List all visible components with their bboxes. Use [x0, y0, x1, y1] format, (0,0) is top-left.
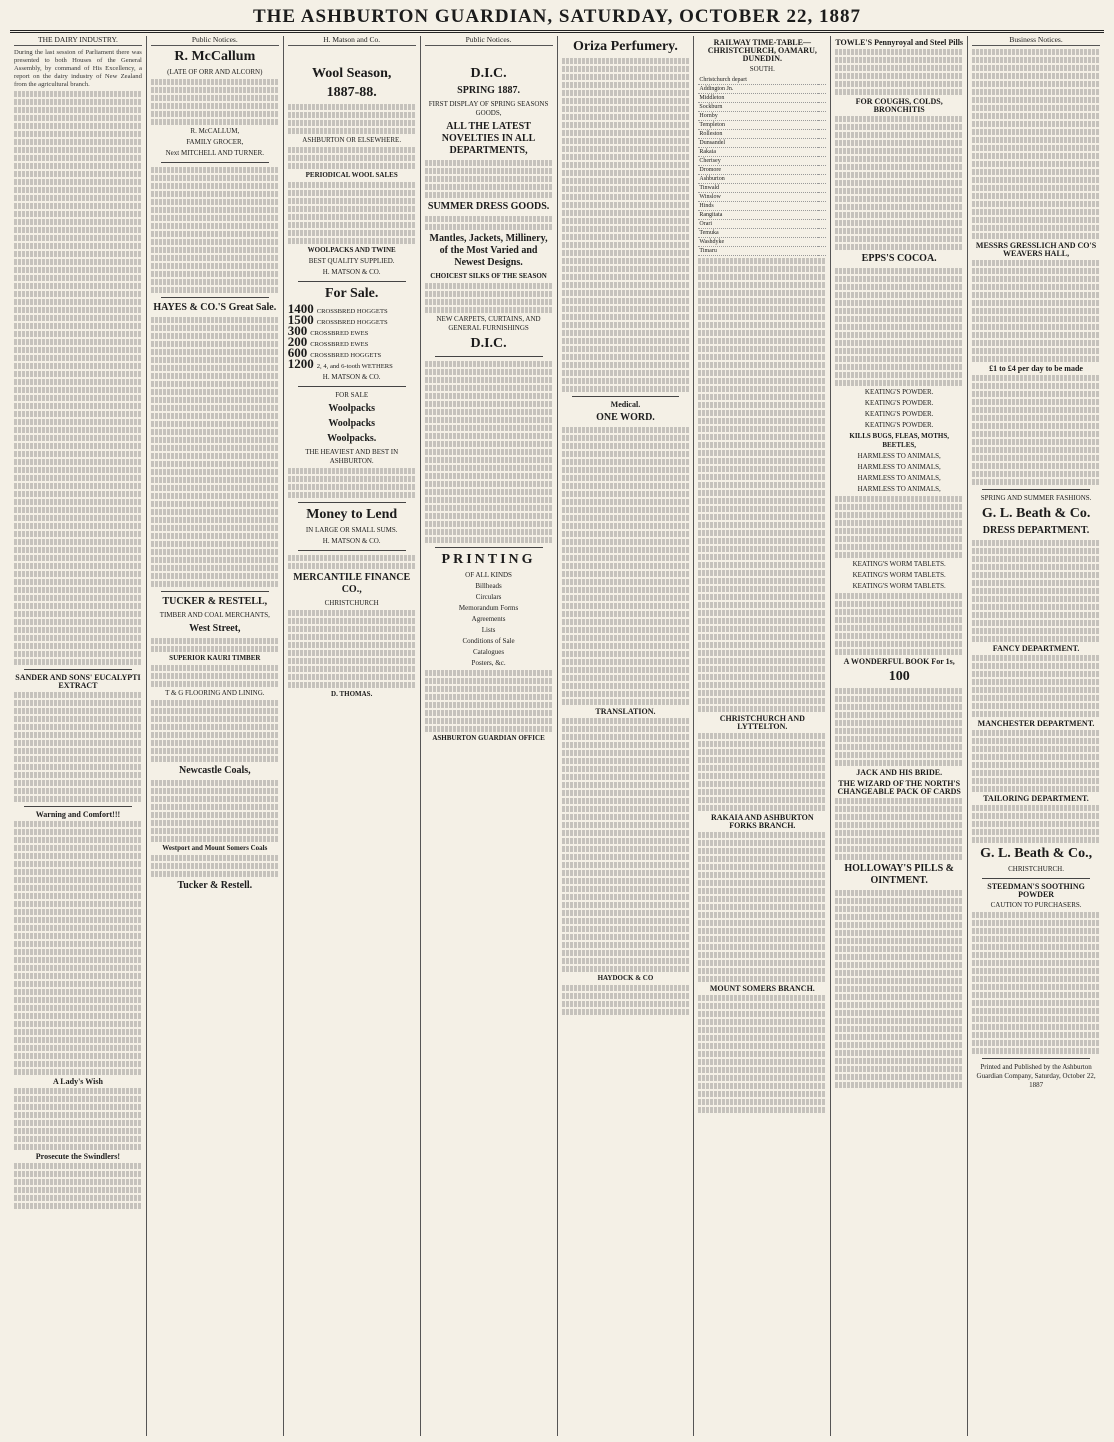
money-per-day: £1 to £4 per day to be made	[989, 364, 1083, 373]
railway-row	[698, 139, 826, 148]
mount-somers-heading: MOUNT SOMERS BRANCH.	[709, 984, 815, 993]
col4-heading: Public Notices.	[425, 36, 553, 46]
railway-station: Timaru	[698, 247, 817, 256]
worm-line: KEATING'S WORM TABLETS.	[852, 560, 946, 568]
harmless-line: HARMLESS TO ANIMALS,	[857, 452, 941, 460]
railway-station: Rolleston	[698, 130, 817, 139]
railway-station: Hinds	[698, 202, 817, 211]
book-heading: A WONDERFUL BOOK For 1s,	[843, 657, 955, 666]
dairy-article-intro: During the last session of Parliament there was presented to both Houses of the General Assembly, by command of His Excellency, a report on the dairy industry of New Zealand from the agricultural branch.	[14, 49, 142, 88]
keating-line: KEATING'S POWDER.	[864, 399, 934, 407]
keating-line: KEATING'S POWDER.	[864, 421, 934, 429]
keating-list	[835, 388, 963, 430]
columns	[10, 36, 1104, 1436]
railway-station: Rangitata	[698, 211, 817, 220]
printing-item: Billheads	[475, 582, 502, 590]
fancy-dept: FANCY DEPARTMENT.	[992, 644, 1080, 653]
railway-row	[698, 121, 826, 130]
railway-row	[698, 112, 826, 121]
printing-list	[425, 582, 553, 668]
printing-title: PRINTING	[441, 552, 536, 567]
wool-periodical: PERIODICAL WOOL SALES	[305, 171, 398, 179]
wool-best: BEST QUALITY SUPPLIED.	[308, 257, 395, 265]
column-4	[421, 36, 558, 1436]
holloway-heading: HOLLOWAY'S PILLS & OINTMENT.	[844, 863, 955, 886]
mccallum-sub: (LATE OF ORR AND ALCORN)	[167, 68, 263, 76]
mccallum-role: FAMILY GROCER,	[186, 138, 244, 146]
railway-station: Templeton	[698, 121, 817, 130]
wool-season-title: Wool Season,	[312, 66, 392, 81]
railway-row	[698, 76, 826, 85]
worm-list	[835, 560, 963, 591]
railway-station: Middleton	[698, 94, 817, 103]
railway-row	[698, 238, 826, 247]
railway-station: Ashburton	[698, 175, 817, 184]
wool-packs-twine: WOOLPACKS AND TWINE	[307, 246, 396, 254]
hogget-desc: CROSSBRED HOGGETS	[316, 308, 388, 315]
railway-station: Addington Jn.	[698, 85, 817, 94]
col8-heading: Business Notices.	[972, 36, 1100, 46]
keating-line: KEATING'S POWDER.	[864, 410, 934, 418]
woolpacks-1: Woolpacks	[328, 403, 376, 414]
hogget-count: 1200	[287, 356, 314, 371]
railway-station: Christchurch depart	[698, 76, 817, 85]
book-hundred: 100	[888, 669, 910, 684]
tucker-signature: Tucker & Restell.	[177, 880, 253, 891]
tucker-street: West Street,	[189, 623, 241, 634]
mercantile-finance: MERCANTILE FINANCE CO.,	[293, 572, 411, 595]
dairy-article	[14, 49, 142, 665]
railway-row	[698, 193, 826, 202]
railway-row	[698, 94, 826, 103]
hogget-desc: 2, 4, and 6-tooth WETHERS	[316, 363, 393, 370]
railway-row	[698, 148, 826, 157]
imprint: Printed and Published by the Ashburton Guardian Company, Saturday, October 22, 1887	[976, 1063, 1096, 1089]
railway-row	[698, 166, 826, 175]
wool-season-year: 1887-88.	[326, 85, 377, 100]
beath-city: CHRISTCHURCH.	[1008, 865, 1064, 873]
railway-table	[698, 76, 826, 256]
woolpacks-3: Woolpacks.	[327, 433, 377, 444]
railway-row	[698, 211, 826, 220]
harmless-list	[835, 452, 963, 494]
money-title: Money to Lend	[306, 507, 398, 522]
tucker-westport: Westport and Mount Somers Coals	[162, 844, 268, 852]
railway-row	[698, 130, 826, 139]
beath-title: G. L. Beath & Co.	[981, 506, 1091, 521]
railway-station: Temuka	[698, 229, 817, 238]
dic-line2: ALL THE LATEST NOVELTIES IN ALL DEPARTMENTS,	[441, 121, 536, 156]
woolpacks-2: Woolpacks	[328, 418, 376, 429]
hogget-desc: CROSSBRED EWES	[310, 330, 369, 337]
printing-item: Posters, &c.	[471, 659, 506, 667]
printing-office: ASHBURTON GUARDIAN OFFICE	[432, 734, 545, 742]
coughs-heading: FOR COUGHS, COLDS, BRONCHITIS	[855, 97, 943, 114]
dic-title-2: D.I.C.	[470, 336, 507, 351]
tucker-kauri: SUPERIOR KAURI TIMBER	[169, 654, 261, 662]
dic-line1: FIRST DISPLAY OF SPRING SEASONS GOODS,	[428, 100, 549, 117]
printing-item: Conditions of Sale	[462, 637, 515, 645]
railway-row	[698, 175, 826, 184]
spring-fashions: SPRING AND SUMMER FASHIONS.	[980, 494, 1092, 502]
column-2	[147, 36, 284, 1436]
worm-line: KEATING'S WORM TABLETS.	[852, 571, 946, 579]
column-6	[694, 36, 831, 1436]
column-7	[831, 36, 968, 1436]
hogget-row	[287, 356, 416, 371]
rakaia-heading: RAKAIA AND ASHBURTON FORKS BRANCH.	[710, 813, 814, 830]
caution-heading: CAUTION TO PURCHASERS.	[990, 901, 1082, 909]
railway-station: Chertsey	[698, 157, 817, 166]
money-sub: IN LARGE OR SMALL SUMS.	[305, 526, 398, 534]
printing-item: Circulars	[475, 593, 502, 601]
steedman-heading: STEEDMAN'S SOOTHING POWDER	[987, 882, 1085, 899]
dic-spring: SPRING 1887.	[457, 85, 520, 96]
hogget-list	[287, 301, 416, 371]
keating-line: KEATING'S POWDER.	[864, 388, 934, 396]
printing-item: Memorandum Forms	[458, 604, 519, 612]
medical-heading: Medical.	[610, 400, 641, 409]
hogget-count: 300	[287, 323, 308, 338]
wizard-heading: THE WIZARD OF THE NORTH'S CHANGEABLE PACK OF CARDS	[837, 779, 961, 796]
translation-heading: TRANSLATION.	[595, 707, 656, 716]
epps-heading: EPPS'S COCOA.	[861, 253, 937, 264]
railway-station: Dromore	[698, 166, 817, 175]
jack-heading: JACK AND HIS BRIDE.	[856, 768, 943, 777]
column-5	[558, 36, 695, 1436]
railway-row	[698, 103, 826, 112]
thomas-signature: D. THOMAS.	[331, 690, 373, 698]
railway-south: SOUTH.	[749, 65, 775, 73]
printing-item: Catalogues	[473, 648, 505, 656]
mccallum-addr: Next MITCHELL AND TURNER.	[165, 149, 264, 157]
printing-item: Agreements	[471, 615, 506, 623]
printing-sub: OF ALL KINDS	[465, 571, 512, 579]
tucker-title: TUCKER & RESTELL,	[162, 596, 268, 607]
forsale-title: For Sale.	[324, 286, 379, 301]
railway-row	[698, 220, 826, 229]
tucker-sub: TIMBER AND COAL MERCHANTS,	[159, 611, 270, 619]
tailoring-dept: TAILORING DEPARTMENT.	[983, 794, 1089, 803]
railway-station: Tinwald	[698, 184, 817, 193]
lyttelton-heading: CHRISTCHURCH AND LYTTELTON.	[719, 714, 805, 731]
railway-row	[698, 85, 826, 94]
harmless-line: HARMLESS TO ANIMALS,	[857, 485, 941, 493]
railway-row	[698, 229, 826, 238]
railway-station: Rakaia	[698, 148, 817, 157]
wool-region: ASHBURTON OR ELSEWHERE.	[302, 136, 402, 144]
hogget-count: 600	[287, 345, 308, 360]
dic-title: D.I.C.	[470, 66, 507, 81]
gresslich-heading: MESSRS GRESSLICH AND CO'S WEAVERS HALL,	[975, 241, 1097, 258]
railway-station: Sockburn	[698, 103, 817, 112]
tucker-flooring: T & G FLOORING AND LINING.	[165, 689, 265, 697]
worm-line: KEATING'S WORM TABLETS.	[852, 582, 946, 590]
beath-title-2: G. L. Beath & Co.,	[980, 846, 1093, 861]
mccallum-title: R. McCallum	[174, 49, 256, 64]
masthead: THE ASHBURTON GUARDIAN, SATURDAY, OCTOBER 22, 1887	[10, 6, 1104, 33]
hayes-title: HAYES & CO.'S Great Sale.	[153, 302, 277, 313]
column-8	[968, 36, 1104, 1436]
hogget-desc: CROSSBRED EWES	[310, 341, 369, 348]
railway-station: Washdyke	[698, 238, 817, 247]
eucalypti-heading: SANDER AND SONS' EUCALYPTI EXTRACT	[15, 673, 141, 690]
forsale-signature: H. MATSON & CO.	[322, 373, 381, 381]
dress-dept: DRESS DEPARTMENT.	[982, 525, 1090, 536]
printing-item: Lists	[481, 626, 496, 634]
col1-heading: THE DAIRY INDUSTRY.	[14, 36, 142, 46]
woolpacks-sub: THE HEAVIEST AND BEST IN ASHBURTON.	[305, 448, 399, 465]
harmless-line: HARMLESS TO ANIMALS,	[857, 463, 941, 471]
hogget-count: 1400	[287, 301, 314, 316]
dic-line5: CHOICEST SILKS OF THE SEASON	[430, 272, 547, 280]
warning-heading: Warning and Comfort!!!	[35, 810, 121, 819]
hogget-desc: CROSSBRED HOGGETS	[310, 352, 382, 359]
oneword-heading: ONE WORD.	[596, 412, 655, 423]
dic-line6: NEW CARPETS, CURTAINS, AND GENERAL FURNISHINGS	[436, 315, 541, 332]
kills-line: KILLS BUGS, FLEAS, MOTHS, BEETLES,	[849, 432, 949, 449]
woolpacks-forsale: FOR SALE	[335, 391, 369, 399]
railway-row	[698, 184, 826, 193]
mercantile-city: CHRISTCHURCH	[324, 599, 379, 607]
oriza-title: Oriza Perfumery.	[572, 39, 678, 54]
column-3	[284, 36, 421, 1436]
mccallum-name: R. McCALLUM,	[190, 127, 240, 135]
railway-station: Dunsandel	[698, 139, 817, 148]
manchester-dept: MANCHESTER DEPARTMENT.	[977, 719, 1095, 728]
hogget-desc: CROSSBRED HOGGETS	[316, 319, 388, 326]
railway-heading: RAILWAY TIME-TABLE—CHRISTCHURCH, OAMARU, DUNEDIN.	[707, 38, 817, 63]
col2-heading: Public Notices.	[151, 36, 279, 46]
dic-line4: Mantles, Jackets, Millinery, of the Most Varied and Newest Designs.	[429, 233, 548, 268]
hogget-count: 200	[287, 334, 308, 349]
column-1	[10, 36, 147, 1436]
railway-row	[698, 247, 826, 256]
wool-signature: H. MATSON & CO.	[322, 268, 381, 276]
harmless-line: HARMLESS TO ANIMALS,	[857, 474, 941, 482]
dic-line3: SUMMER DRESS GOODS.	[427, 201, 550, 212]
swindlers-heading: Prosecute the Swindlers!	[35, 1152, 121, 1161]
railway-station: Hornby	[698, 112, 817, 121]
haydock-signature: HAYDOCK & CO	[597, 974, 654, 982]
hogget-count: 1500	[287, 312, 314, 327]
col3-heading: H. Matson and Co.	[288, 36, 416, 46]
railway-row	[698, 157, 826, 166]
money-signature: H. MATSON & CO.	[322, 537, 381, 545]
towle-heading: TOWLE'S Pennyroyal and Steel Pills	[835, 38, 964, 47]
tucker-newcastle: Newcastle Coals,	[178, 765, 251, 776]
railway-station: Winslow	[698, 193, 817, 202]
railway-station: Orari	[698, 220, 817, 229]
railway-row	[698, 202, 826, 211]
lady-wish-heading: A Lady's Wish	[52, 1077, 103, 1086]
